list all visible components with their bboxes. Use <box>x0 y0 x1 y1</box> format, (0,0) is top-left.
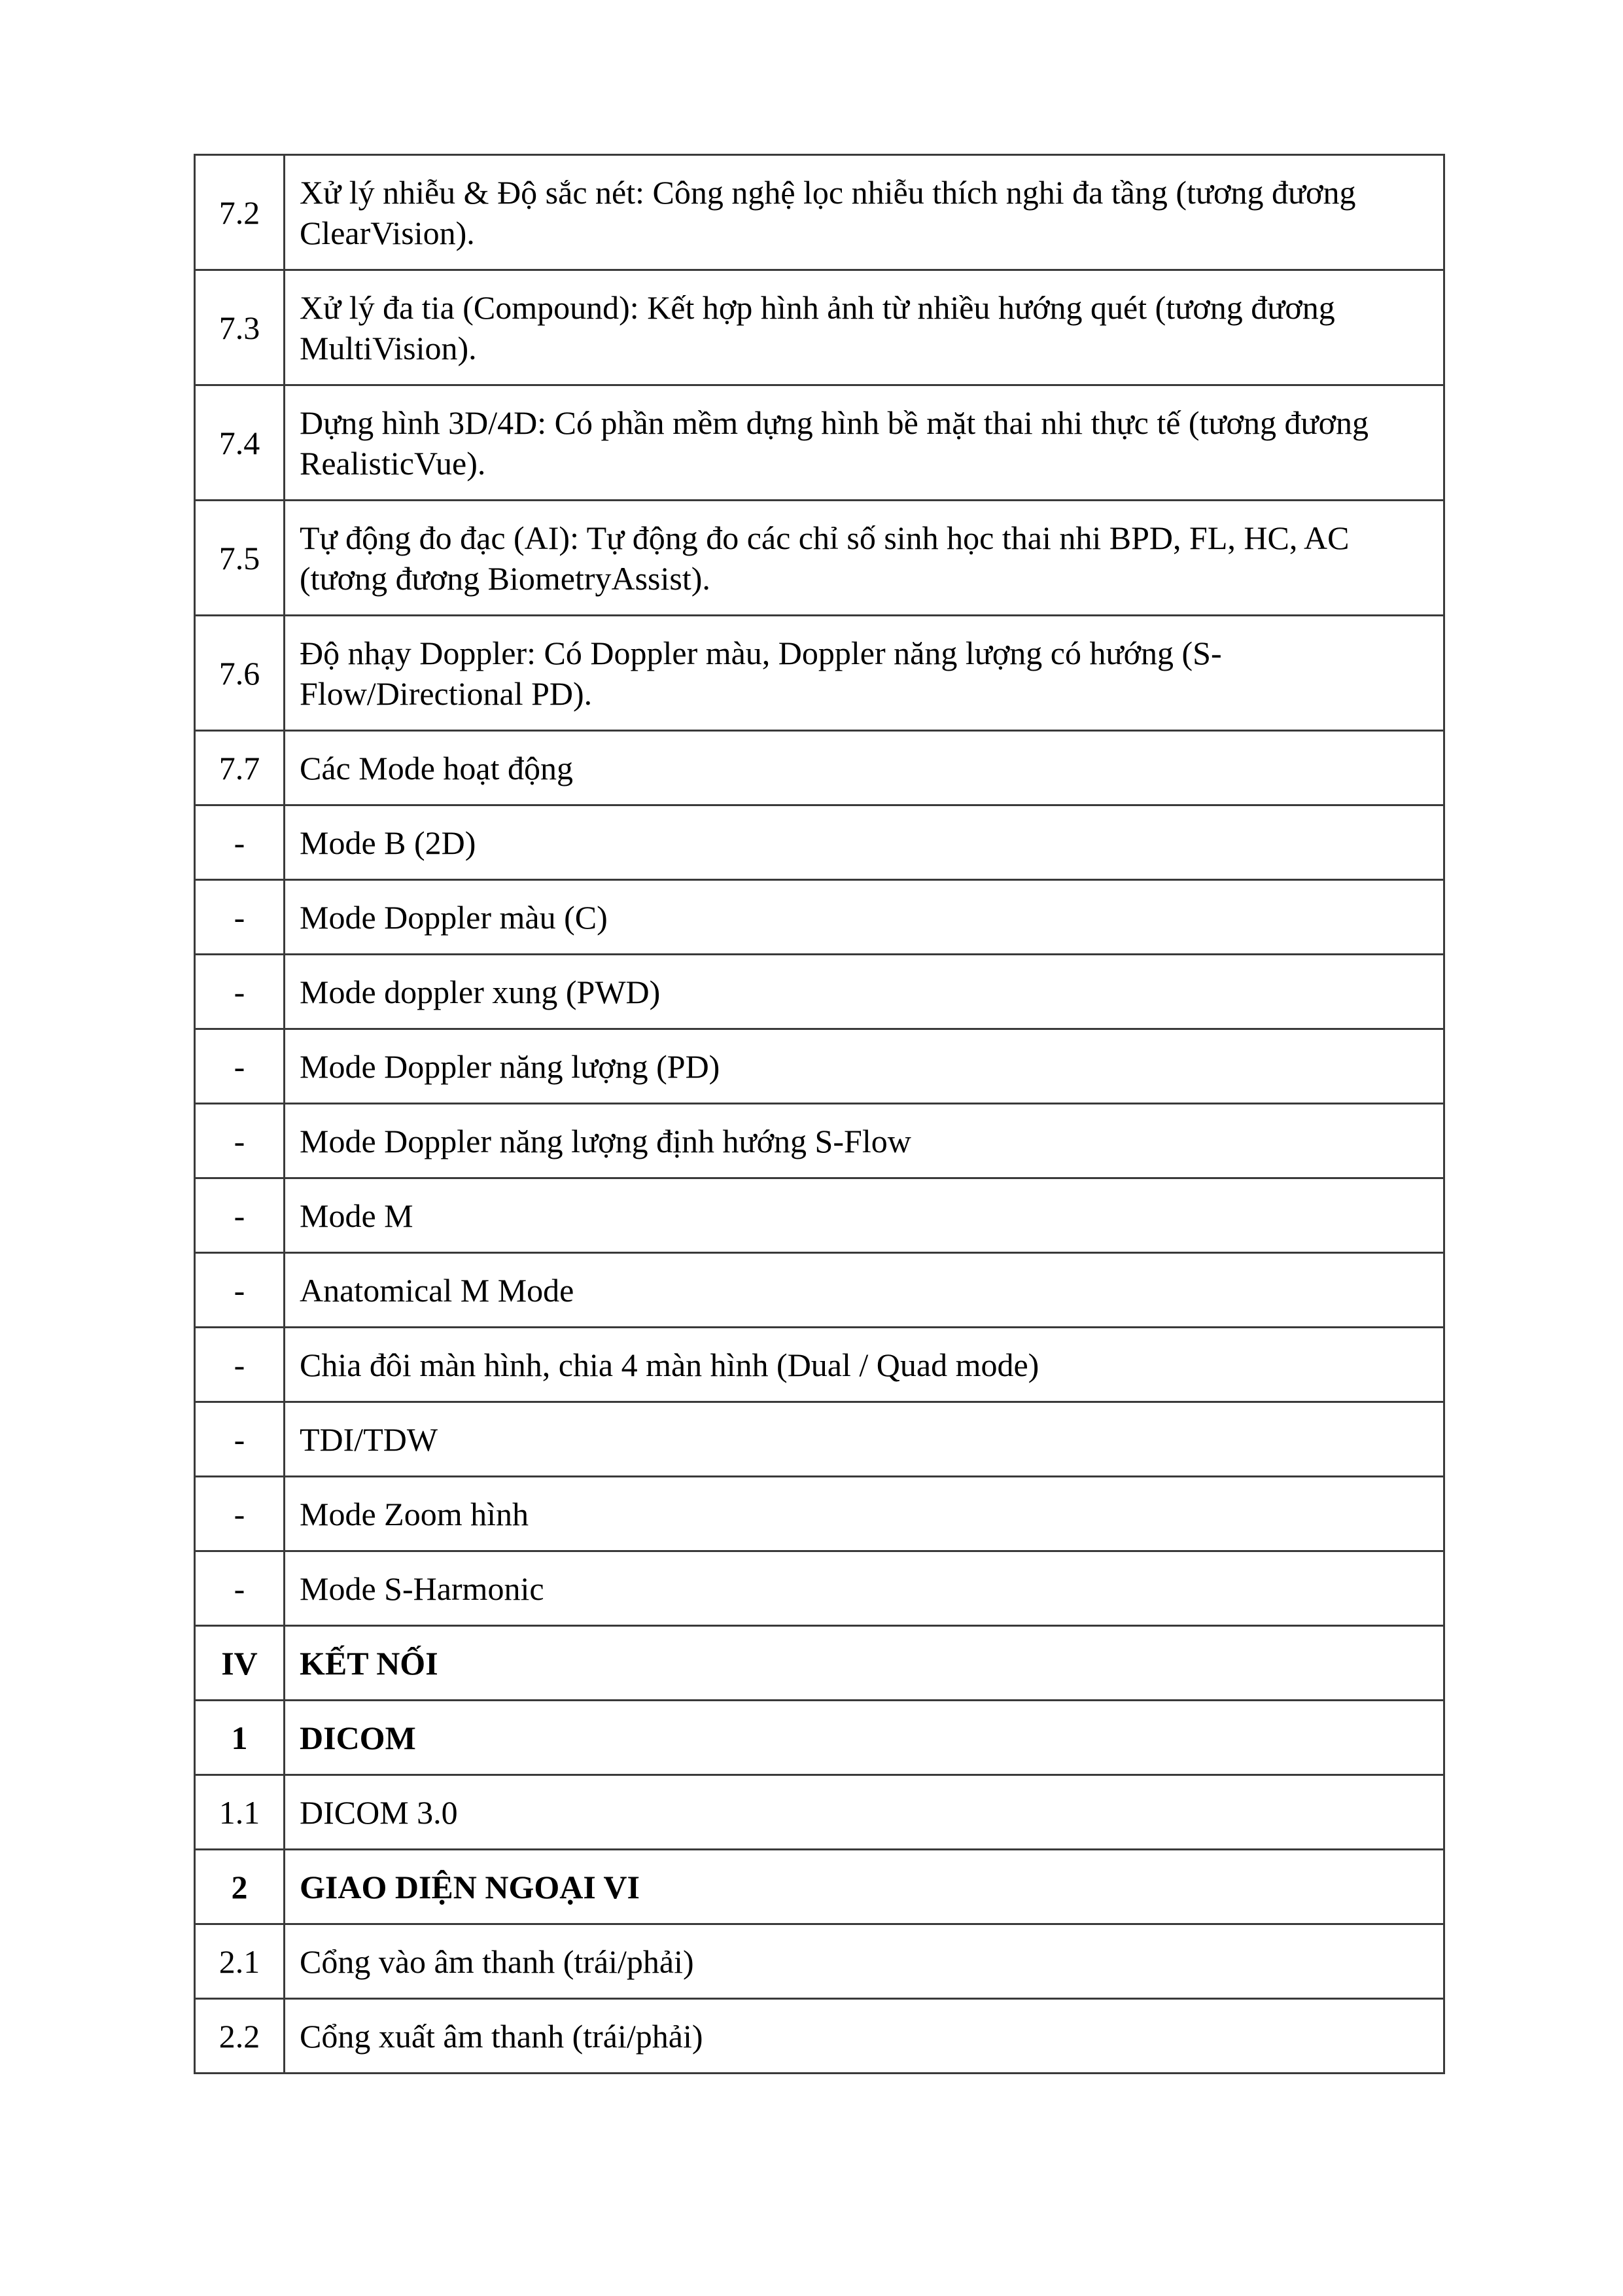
row-description-cell: Tự động đo đạc (AI): Tự động đo các chỉ số sinh học thai nhi BPD, FL, HC, AC (tương đương BiometryAssist). <box>285 501 1444 616</box>
row-number-cell: 2 <box>195 1850 285 1924</box>
row-number-cell: 2.1 <box>195 1924 285 1999</box>
table-row <box>195 1402 1444 1477</box>
section-heading-row <box>195 1850 1444 1924</box>
row-description-cell: Cổng xuất âm thanh (trái/phải) <box>285 1999 1444 2074</box>
row-description-cell: Các Mode hoạt động <box>285 731 1444 805</box>
section-heading-row <box>195 1626 1444 1701</box>
table-row <box>195 1253 1444 1328</box>
table-row <box>195 1477 1444 1551</box>
row-description-cell: Cổng vào âm thanh (trái/phải) <box>285 1924 1444 1999</box>
row-number-cell: - <box>195 1477 285 1551</box>
table-row <box>195 1924 1444 1999</box>
table-row <box>195 155 1444 270</box>
row-description-cell: Xử lý nhiễu & Độ sắc nét: Công nghệ lọc nhiễu thích nghi đa tầng (tương đương ClearVision). <box>285 155 1444 270</box>
row-number-cell: 7.6 <box>195 616 285 731</box>
row-number-cell: 7.4 <box>195 385 285 501</box>
table-row <box>195 1178 1444 1253</box>
row-number-cell: 7.2 <box>195 155 285 270</box>
row-number-cell: 2.2 <box>195 1999 285 2074</box>
row-number-cell: - <box>195 1029 285 1104</box>
table-row <box>195 501 1444 616</box>
row-number-cell: - <box>195 1253 285 1328</box>
row-number-cell: - <box>195 955 285 1029</box>
table-row <box>195 880 1444 955</box>
table-row <box>195 1551 1444 1626</box>
row-number-cell: IV <box>195 1626 285 1701</box>
row-number-cell: - <box>195 1178 285 1253</box>
row-description-cell: Anatomical M Mode <box>285 1253 1444 1328</box>
row-description-cell: Chia đôi màn hình, chia 4 màn hình (Dual / Quad mode) <box>285 1328 1444 1402</box>
row-description-cell: Mode Zoom hình <box>285 1477 1444 1551</box>
row-number-cell: 7.3 <box>195 270 285 385</box>
table-row <box>195 731 1444 805</box>
row-description-cell: Độ nhạy Doppler: Có Doppler màu, Doppler năng lượng có hướng (S-Flow/Directional PD). <box>285 616 1444 731</box>
row-number-cell: - <box>195 1551 285 1626</box>
row-description-cell: Mode Doppler năng lượng định hướng S-Flow <box>285 1104 1444 1178</box>
specification-table-body <box>195 155 1444 2074</box>
row-description-cell: DICOM <box>285 1701 1444 1775</box>
row-number-cell: 1.1 <box>195 1775 285 1850</box>
row-description-cell: Mode doppler xung (PWD) <box>285 955 1444 1029</box>
row-number-cell: - <box>195 1104 285 1178</box>
row-number-cell: 7.7 <box>195 731 285 805</box>
row-number-cell: - <box>195 1402 285 1477</box>
row-description-cell: Dựng hình 3D/4D: Có phần mềm dựng hình bề mặt thai nhi thực tế (tương đương RealisticVue). <box>285 385 1444 501</box>
table-row <box>195 616 1444 731</box>
specification-table <box>194 154 1445 2074</box>
table-row <box>195 805 1444 880</box>
row-number-cell: - <box>195 1328 285 1402</box>
table-row <box>195 1104 1444 1178</box>
row-description-cell: GIAO DIỆN NGOẠI VI <box>285 1850 1444 1924</box>
row-description-cell: Xử lý đa tia (Compound): Kết hợp hình ảnh từ nhiều hướng quét (tương đương MultiVision). <box>285 270 1444 385</box>
row-description-cell: Mode B (2D) <box>285 805 1444 880</box>
row-number-cell: 1 <box>195 1701 285 1775</box>
section-heading-row <box>195 1701 1444 1775</box>
table-row <box>195 1328 1444 1402</box>
table-row <box>195 385 1444 501</box>
row-number-cell: - <box>195 880 285 955</box>
row-number-cell: 7.5 <box>195 501 285 616</box>
row-number-cell: - <box>195 805 285 880</box>
row-description-cell: KẾT NỐI <box>285 1626 1444 1701</box>
table-row <box>195 1029 1444 1104</box>
table-row <box>195 270 1444 385</box>
row-description-cell: DICOM 3.0 <box>285 1775 1444 1850</box>
table-row <box>195 1999 1444 2074</box>
row-description-cell: Mode S-Harmonic <box>285 1551 1444 1626</box>
table-row <box>195 1775 1444 1850</box>
row-description-cell: TDI/TDW <box>285 1402 1444 1477</box>
row-description-cell: Mode Doppler màu (C) <box>285 880 1444 955</box>
table-row <box>195 955 1444 1029</box>
row-description-cell: Mode Doppler năng lượng (PD) <box>285 1029 1444 1104</box>
row-description-cell: Mode M <box>285 1178 1444 1253</box>
